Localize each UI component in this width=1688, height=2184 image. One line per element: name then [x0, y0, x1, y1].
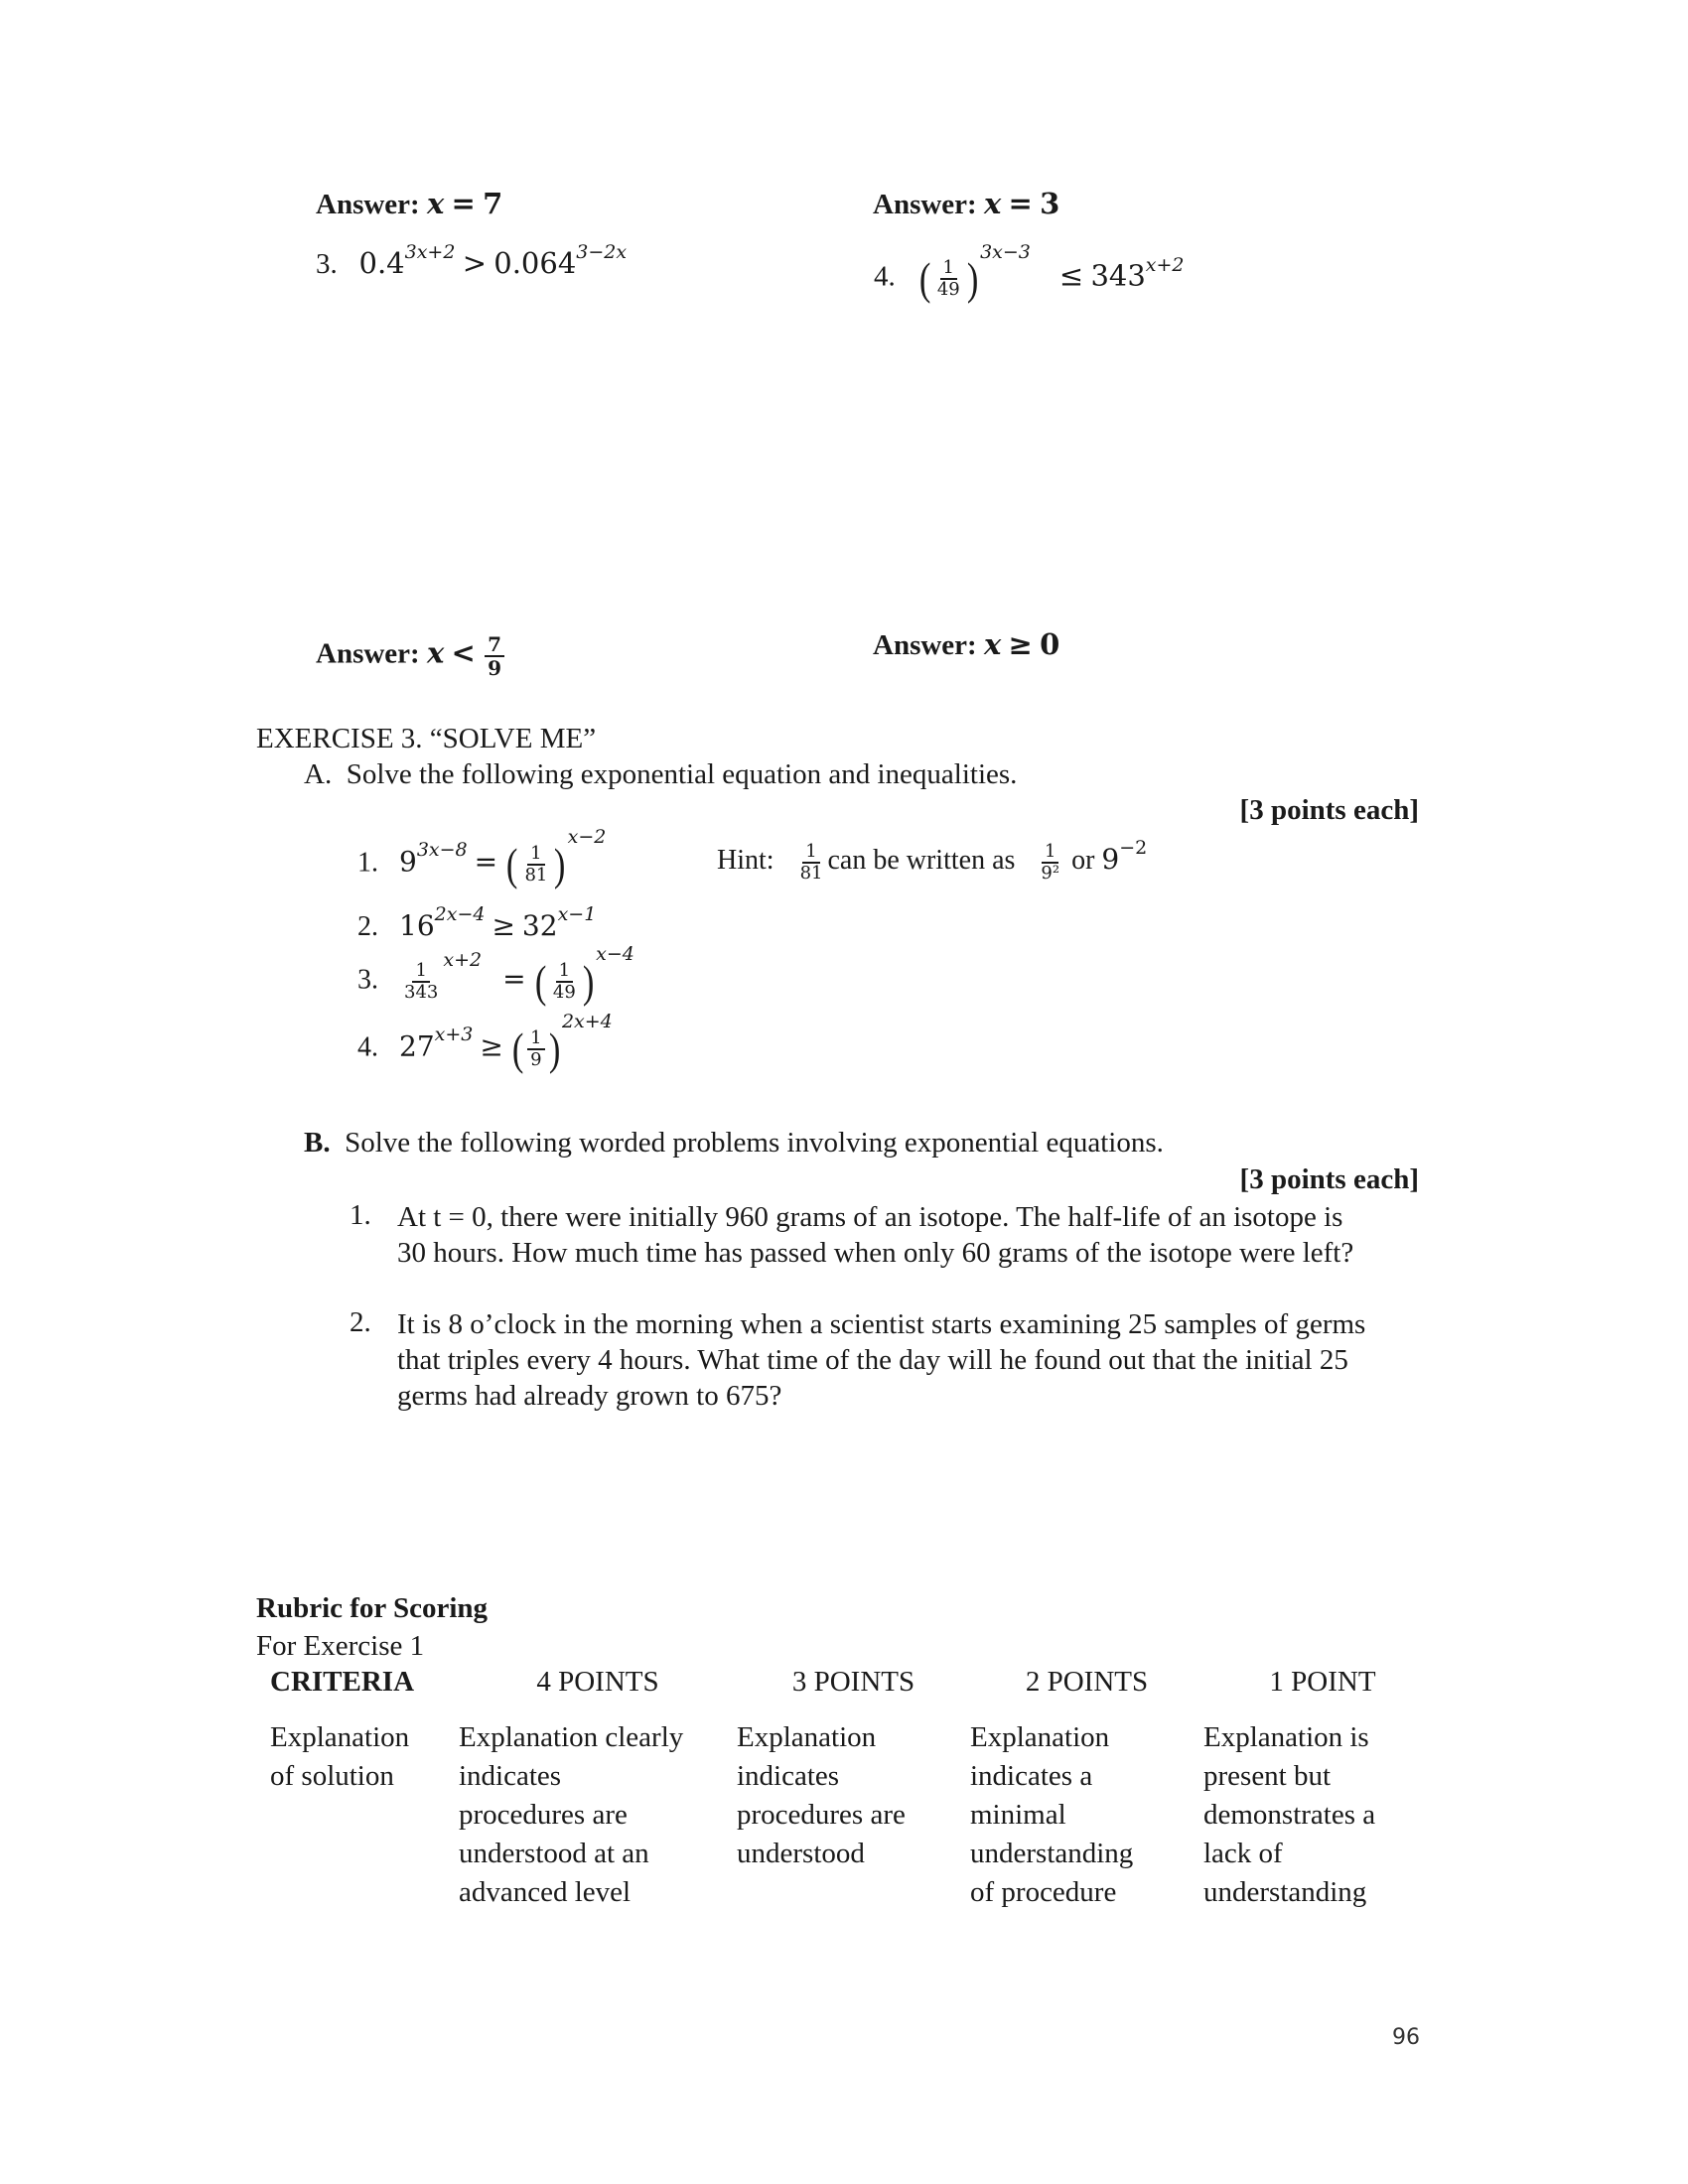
item-number: 3.	[357, 964, 378, 996]
base: 0.4	[358, 246, 405, 280]
part-label: B.	[304, 1127, 331, 1159]
answer-relation: =	[451, 187, 476, 220]
fraction-paren: ( $\frac{1}{49}$ )	[918, 253, 979, 304]
exponent: x−2	[567, 826, 607, 849]
rubric-subtitle: For Exercise 1	[256, 1630, 425, 1662]
rubric-header-cell: 4 POINTS	[536, 1666, 659, 1698]
answer-variable: x	[426, 635, 445, 670]
answer-2	[873, 187, 1059, 221]
cell-text: understood	[737, 1838, 865, 1869]
fraction	[401, 961, 441, 1003]
exponent: x−4	[596, 943, 634, 966]
denominator: 49	[936, 279, 960, 300]
problem-text-line: that triples every 4 hours. What time of the day will he found out that the initial 25	[397, 1344, 1348, 1376]
denominator: 49	[552, 982, 576, 1003]
cell-text: lack of	[1203, 1838, 1283, 1869]
cell-text: Explanation clearly	[459, 1721, 684, 1753]
base: 343	[1090, 258, 1146, 293]
rubric-header-cell: 2 POINTS	[1025, 1666, 1149, 1698]
fraction-paren: ( $\frac{1}{81}$ )	[506, 839, 566, 889]
problem-number: 4.	[874, 260, 896, 293]
part-b-points: [3 points each]	[1239, 1163, 1419, 1195]
cell-text: understanding	[1203, 1876, 1367, 1908]
exponent: x+2	[1145, 253, 1185, 276]
item-number: 1.	[357, 847, 378, 879]
rubric-cell	[1203, 1718, 1442, 1912]
hint-fraction-1	[797, 842, 826, 884]
numerator: 1	[556, 961, 573, 983]
denominator: 9	[530, 1049, 542, 1070]
part-a-item-1	[357, 826, 607, 889]
answer-value: 0	[1040, 627, 1060, 661]
cell-text: Explanation	[737, 1721, 877, 1753]
exponent: 3x+2	[404, 241, 456, 263]
page-number: 96	[1392, 2025, 1420, 2050]
answer-relation: ≥	[1008, 627, 1033, 661]
rubric-cell	[737, 1718, 970, 1912]
relation: =	[474, 845, 498, 879]
item-number: 2.	[357, 911, 378, 942]
hint-label: Hint:	[717, 845, 774, 877]
cell-text: minimal	[970, 1799, 1066, 1831]
answer-variable: x	[426, 187, 445, 220]
answer-fraction	[485, 633, 504, 679]
numerator: 1	[527, 844, 544, 866]
base: 9	[1101, 843, 1120, 877]
fraction-paren: ( $\frac{1}{49}$ )	[534, 956, 595, 1007]
exponent: 3x−3	[980, 240, 1031, 263]
part-b-instruction	[304, 1127, 1164, 1160]
problem-text-line: It is 8 o’clock in the morning when a scientist starts examining 25 samples of germs	[397, 1308, 1366, 1340]
instruction-text: Solve the following worded problems involving exponential equations.	[345, 1127, 1164, 1159]
hint-text: or	[1071, 845, 1095, 877]
rubric-cell	[459, 1718, 737, 1912]
exercise-3-title: EXERCISE 3. “SOLVE ME”	[256, 723, 597, 754]
rubric-cell	[270, 1718, 459, 1912]
fraction	[550, 961, 579, 1003]
part-b-item-2	[350, 1306, 1422, 1414]
exponent: 2x+4	[561, 1011, 613, 1033]
answer-label: Answer:	[316, 189, 420, 220]
fraction	[934, 258, 963, 300]
cell-text: indicates	[737, 1760, 840, 1792]
problem-3-top	[316, 241, 628, 281]
problem-text-line: 30 hours. How much time has passed when only 60 grams of the isotope were left?	[397, 1237, 1354, 1269]
relation: =	[502, 962, 526, 996]
cell-text: procedures are	[459, 1799, 628, 1831]
relation: >	[462, 246, 487, 280]
exponent: 3x−8	[416, 839, 468, 862]
answer-relation: <	[451, 635, 476, 670]
base: 9	[399, 845, 417, 879]
relation: ≥	[480, 1029, 503, 1063]
cell-text: understood at an	[459, 1838, 649, 1869]
rubric-header-cell: CRITERIA	[270, 1666, 415, 1698]
base: 32	[521, 909, 558, 942]
base: 27	[399, 1029, 435, 1063]
answer-label: Answer:	[316, 637, 420, 670]
instruction-text: Solve the following exponential equation and inequalities.	[346, 758, 1018, 790]
cell-text: of solution	[270, 1760, 394, 1792]
relation: ≤	[1058, 258, 1084, 293]
answer-variable: x	[983, 627, 1002, 661]
numerator: 1	[802, 842, 819, 864]
problem-4-top	[874, 240, 1185, 304]
answer-label: Answer:	[873, 189, 977, 220]
answer-relation: =	[1008, 187, 1033, 220]
cell-text: indicates	[459, 1760, 562, 1792]
answer-3	[316, 633, 506, 679]
cell-text: advanced level	[459, 1876, 632, 1908]
cell-text: Explanation	[970, 1721, 1110, 1753]
exponent: 2x−4	[434, 903, 486, 925]
exponent: −2	[1119, 837, 1148, 860]
base: 16	[399, 909, 435, 942]
base: 0.064	[493, 246, 577, 280]
part-a-item-3	[357, 943, 634, 1007]
cell-text: present but	[1203, 1760, 1332, 1792]
rubric-table	[270, 1666, 1442, 1912]
denominator: 81	[799, 862, 823, 884]
answer-1	[316, 187, 502, 221]
exponent: x−1	[557, 903, 597, 925]
problem-text-line: germs had already grown to 675?	[397, 1380, 782, 1412]
cell-text: Explanation	[270, 1721, 410, 1753]
item-number: 1.	[350, 1199, 371, 1231]
numerator: 7	[485, 633, 504, 657]
problem-number: 3.	[316, 248, 338, 280]
fraction	[521, 844, 550, 886]
rubric-cell	[970, 1718, 1203, 1912]
cell-text: procedures are	[737, 1799, 906, 1831]
numerator: 1	[412, 961, 429, 983]
rubric-title: Rubric for Scoring	[256, 1592, 489, 1624]
hint-fraction-2	[1038, 842, 1062, 884]
relation: ≥	[492, 909, 515, 942]
fraction	[527, 1028, 544, 1070]
exponent: 3−2x	[576, 241, 628, 263]
hint-text: can be written as	[827, 845, 1016, 877]
part-a-item-2	[357, 903, 597, 943]
denominator: 9	[488, 656, 501, 680]
numerator: 1	[1042, 842, 1058, 864]
cell-text: understanding	[970, 1838, 1134, 1869]
rubric-row	[270, 1718, 1442, 1912]
rubric-header-cell: 3 POINTS	[791, 1666, 915, 1698]
denominator: 9²	[1041, 862, 1060, 884]
answer-label: Answer:	[873, 629, 977, 661]
fraction-paren: ( $\frac{1}{9}$ )	[511, 1024, 561, 1074]
part-a-instruction	[304, 758, 1017, 791]
cell-text: demonstrates a	[1203, 1799, 1376, 1831]
denominator: 81	[524, 865, 548, 886]
cell-text: Explanation is	[1203, 1721, 1369, 1753]
part-a-points: [3 points each]	[1239, 794, 1419, 826]
exponent: x+3	[434, 1024, 474, 1046]
exponent: x+2	[443, 949, 483, 972]
answer-value: 7	[483, 187, 503, 220]
rubric-header-cell: 1 POINT	[1269, 1666, 1376, 1698]
numerator: 1	[527, 1028, 544, 1050]
hint	[717, 837, 1148, 884]
answer-variable: x	[983, 187, 1002, 220]
item-number: 4.	[357, 1031, 378, 1063]
part-b-item-1	[350, 1199, 1422, 1271]
part-label: A.	[304, 758, 333, 790]
denominator: 343	[404, 982, 439, 1003]
cell-text: of procedure	[970, 1876, 1117, 1908]
part-a-item-4	[357, 1011, 613, 1074]
rubric-header-row	[270, 1666, 1442, 1699]
answer-4	[873, 627, 1059, 662]
item-number: 2.	[350, 1306, 371, 1338]
numerator: 1	[940, 258, 957, 280]
answer-value: 3	[1040, 187, 1060, 220]
cell-text: indicates a	[970, 1760, 1093, 1792]
problem-text-line: At t = 0, there were initially 960 grams of an isotope. The half-life of an isotope is	[397, 1201, 1343, 1233]
